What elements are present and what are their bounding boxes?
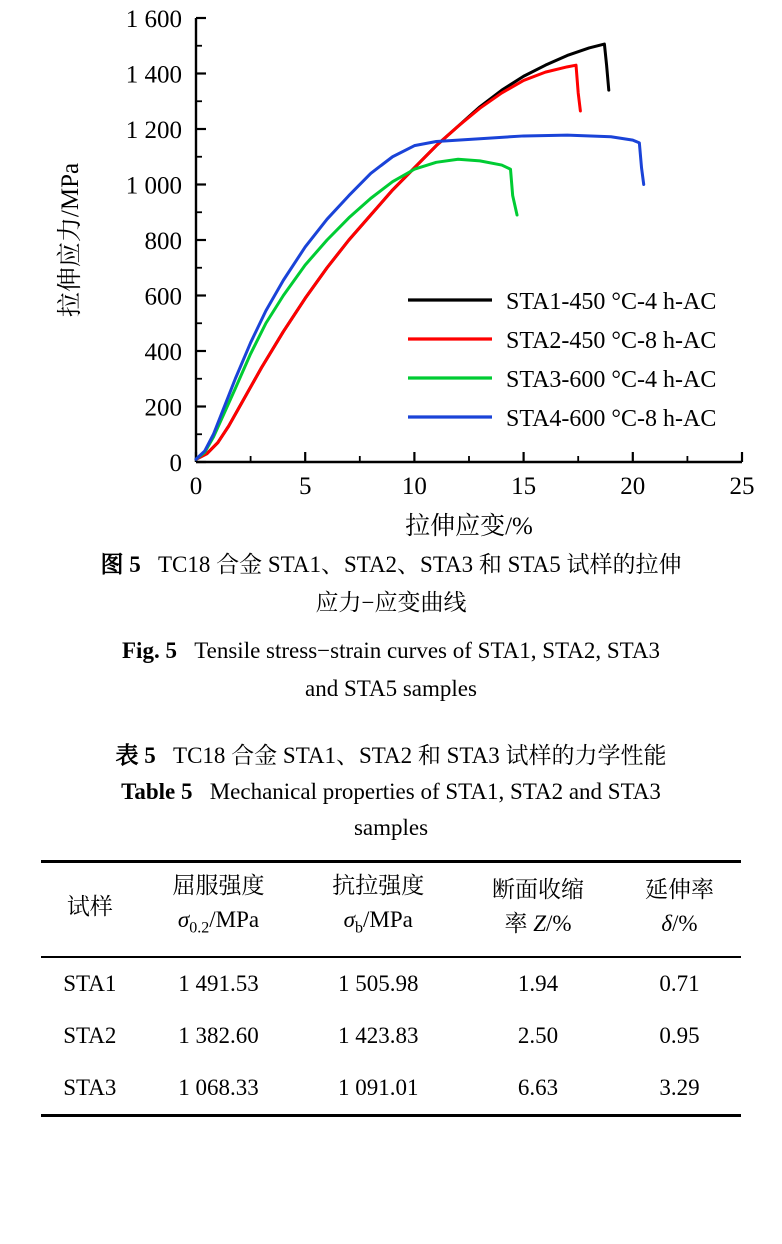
y-tick-label: 1 400 <box>125 61 182 89</box>
x-tick-label: 15 <box>511 473 537 500</box>
table-header-reduction-of-area-line1: 断面收缩 <box>492 877 585 903</box>
series-line-1 <box>196 44 609 459</box>
figure-caption-cn-line2: 应力−应变曲线 <box>315 590 467 615</box>
figure-caption-cn-label: 图 5 <box>100 552 141 577</box>
table-cell: 1 382.60 <box>178 1022 259 1048</box>
table-cell: 0.71 <box>618 957 741 1010</box>
table-cell: 1 091.01 <box>298 1062 458 1116</box>
y-tick-label: 800 <box>144 228 182 255</box>
table-caption-en-line2: samples <box>353 815 429 840</box>
y-tick-label: 0 <box>169 450 182 477</box>
chart-plot-area <box>0 0 782 540</box>
y-tick-label: 200 <box>144 394 182 422</box>
table-caption-en-line1: Mechanical properties of STA1, STA2 and STA3 <box>209 779 661 804</box>
legend-label-4: STA4-600 °C-8 h-AC <box>506 406 717 432</box>
table-header-sample <box>41 862 139 957</box>
table-row <box>41 957 741 1010</box>
table-header-tensile-strength-line1: 抗拉强度 <box>332 873 425 898</box>
y-tick-label: 1 200 <box>125 117 182 144</box>
x-tick-label: 0 <box>189 473 203 500</box>
figure-stress-strain <box>0 0 782 540</box>
legend-label-2: STA2-450 °C-8 h-AC <box>506 328 717 354</box>
table-cell: STA2 <box>63 1022 117 1048</box>
x-axis-title: 拉伸应变/% <box>405 513 533 540</box>
table-cell: 1.94 <box>458 957 618 1010</box>
table-header-elongation-line2: δ/% <box>661 911 698 937</box>
table-header-elongation-line1: 延伸率 <box>644 877 714 903</box>
table-row <box>41 1010 741 1062</box>
table-cell: STA3 <box>41 1062 139 1116</box>
table-caption-cn-text: TC18 合金 STA1、STA2 和 STA3 试样的力学性能 <box>173 743 667 768</box>
y-axis-title: 拉伸应力/MPa <box>57 162 84 318</box>
table-cell: 0.95 <box>659 1022 700 1048</box>
figure-caption <box>41 546 741 708</box>
table-head <box>41 862 741 957</box>
figure-caption-cn-line1: TC18 合金 STA1、STA2、STA3 和 STA5 试样的拉伸 <box>157 552 682 577</box>
table-cell: 2.50 <box>517 1022 559 1048</box>
legend-label-1: STA1-450 °C-4 h-AC <box>506 289 717 315</box>
figure-caption-en <box>41 632 741 708</box>
figure-caption-cn <box>41 546 741 622</box>
table-cell: 1 505.98 <box>298 957 458 1010</box>
table-header-row <box>41 862 741 957</box>
table-cell: 3.29 <box>618 1062 741 1116</box>
figure-caption-en-label: Fig. 5 <box>122 638 177 663</box>
mechanical-properties-table <box>41 860 741 1117</box>
y-tick-label: 600 <box>144 283 182 311</box>
y-tick-label: 1 000 <box>125 172 182 200</box>
y-tick-label: 1 600 <box>125 6 182 33</box>
series-line-3 <box>196 159 517 459</box>
series-line-2 <box>196 65 580 459</box>
table-header-yield-strength <box>139 862 299 957</box>
legend-label-3: STA3-600 °C-4 h-AC <box>506 367 717 393</box>
table-cell: 6.63 <box>458 1062 618 1116</box>
table-caption-cn <box>0 738 782 774</box>
x-tick-label: 20 <box>620 473 646 500</box>
table-header-elongation <box>618 862 741 957</box>
table-cell: 1 068.33 <box>139 1062 299 1116</box>
table-cell: 1 423.83 <box>338 1022 419 1048</box>
table-cell: STA1 <box>41 957 139 1010</box>
table-header-tensile-strength-line2: $\sigma_b$/MPa <box>343 907 413 937</box>
table-header-yield-strength-line2: $\sigma_{0.2}$/MPa <box>177 907 260 937</box>
table-cell: 1 491.53 <box>139 957 299 1010</box>
figure-caption-en-line1: Tensile stress−strain curves of STA1, STA2, STA3 <box>194 638 660 663</box>
table-header-tensile-strength <box>298 862 458 957</box>
table-row <box>41 1062 741 1116</box>
figure-caption-en-line2: and STA5 samples <box>305 676 477 701</box>
table-section <box>0 738 782 1117</box>
table-header-reduction-of-area <box>458 862 618 957</box>
table-header-sample-line1: 试样 <box>66 894 113 920</box>
y-tick-label: 400 <box>144 339 182 366</box>
x-tick-label: 10 <box>401 473 427 500</box>
table-body <box>41 957 741 1116</box>
table-header-yield-strength-line1: 屈服强度 <box>172 873 265 898</box>
table-header-reduction-of-area-line2: 率 Z/% <box>504 911 572 937</box>
stress-strain-chart <box>0 0 782 540</box>
table-caption-en-label: Table 5 <box>121 779 193 804</box>
table-caption-en <box>0 774 782 846</box>
x-tick-label: 5 <box>298 473 312 500</box>
x-tick-label: 25 <box>729 473 755 500</box>
table-caption-cn-label: 表 5 <box>115 743 156 768</box>
